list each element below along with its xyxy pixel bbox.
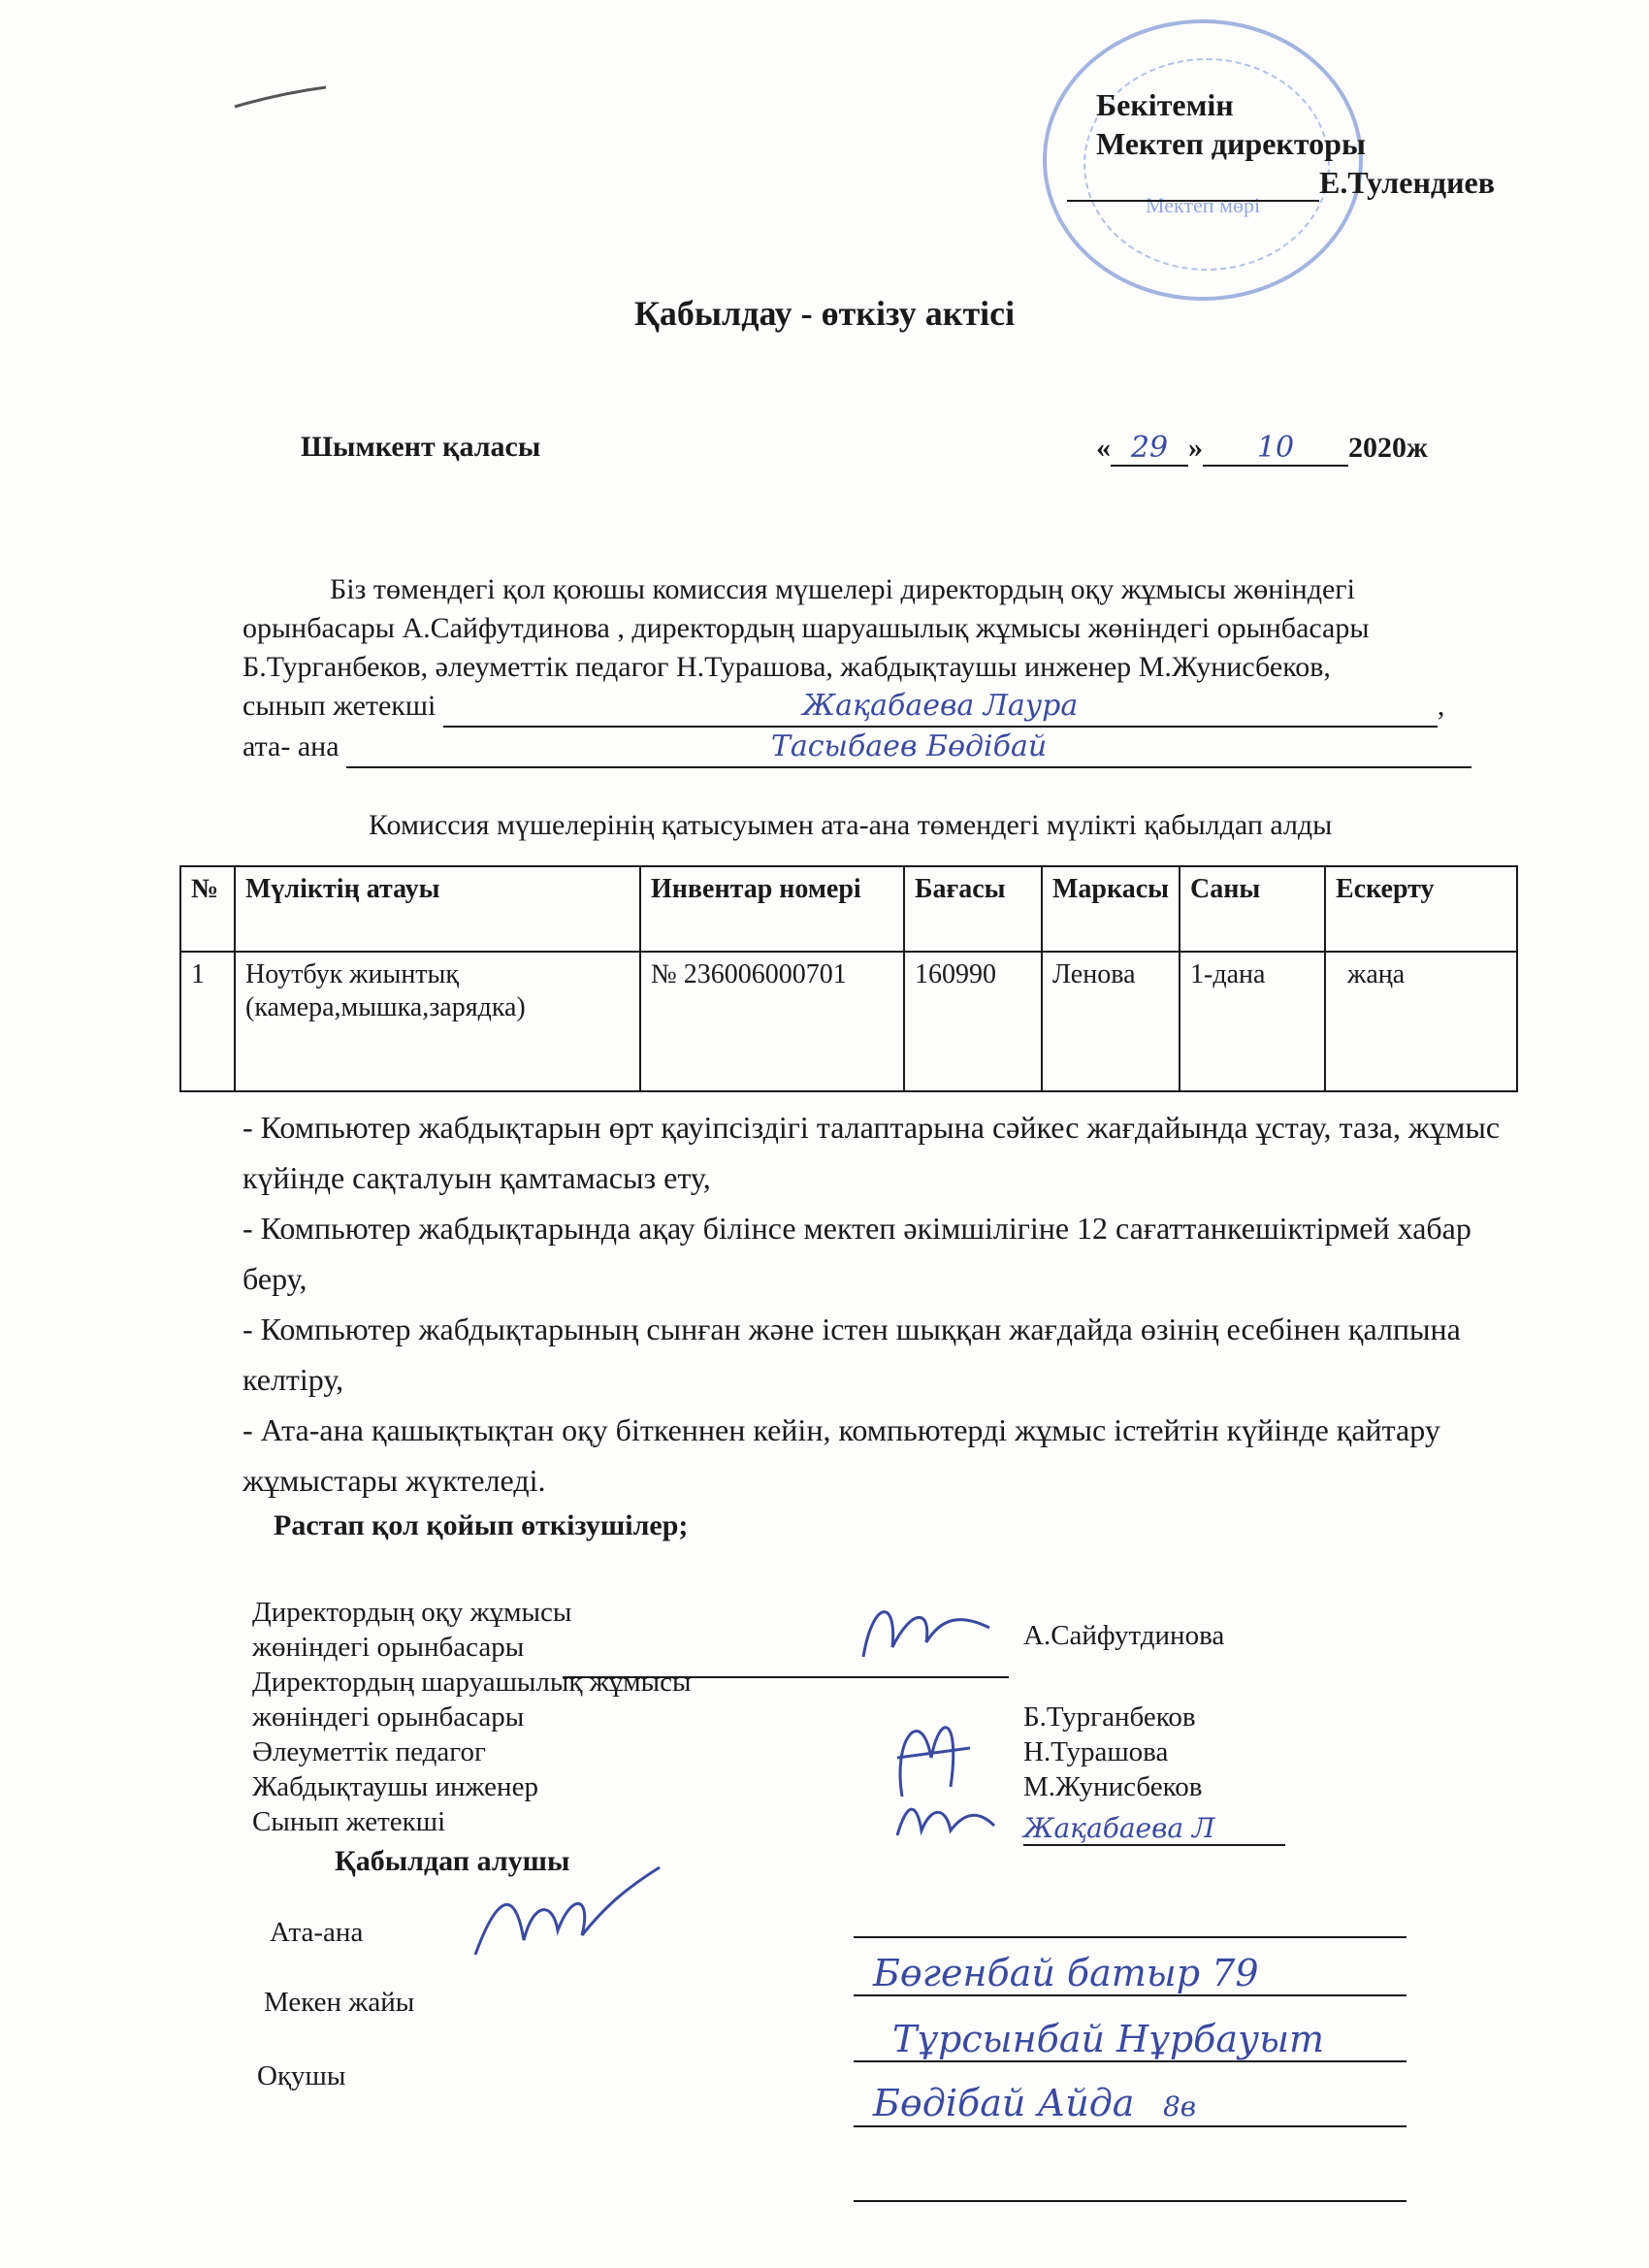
signer-name-4: М.Жунисбеков: [1023, 1771, 1203, 1802]
pupil-grade: 8в: [1162, 2090, 1197, 2122]
col-name-header: Мүліктің атауы: [235, 866, 640, 952]
receiver-title: Қабылдап алушы: [335, 1845, 570, 1877]
row-item-name: Ноутбук жиынтық (камера,мышка,зарядка): [235, 952, 640, 1091]
row-quantity: 1-дана: [1180, 952, 1325, 1091]
row-inventory-number: № 236006000701: [640, 952, 904, 1091]
signer-position: жөніндегі орынбасары: [252, 1701, 525, 1733]
table-row: [180, 952, 1517, 1091]
pen-mark-icon: [233, 83, 330, 113]
receiver-address-label: Мекен жайы: [264, 1987, 415, 2018]
stamp-text: Мектеп мөрі: [1145, 193, 1261, 217]
parent-signature-icon: [466, 1863, 669, 1969]
parent-label: ата- ана: [242, 730, 340, 762]
property-table: [179, 865, 1518, 1092]
date-month: 10: [1203, 431, 1348, 467]
col-brand-header: Маркасы: [1042, 866, 1180, 952]
pupil-name: Бөдібай Айда: [873, 2082, 1135, 2124]
receiver-pupil-label: Оқушы: [257, 2060, 346, 2091]
director-name: Е.Тулендиев: [1319, 165, 1495, 200]
col-inventory-header: Инвентар номері: [640, 866, 904, 952]
obligation-item: - Компьютер жабдықтарында ақау білінсе мектеп әкімшілігіне 12 сағаттанкешіктірмей хабар беру,: [242, 1211, 1471, 1296]
receiver-pupil-line1: Тұрсынбай Нұрбауыт: [854, 2018, 1406, 2062]
signer-position: Сынып жетекші: [252, 1806, 446, 1837]
signer-position: жөніндегі орынбасары: [252, 1632, 525, 1663]
signer-position: Әлеуметтік педагог: [252, 1736, 486, 1767]
row-number: 1: [180, 952, 235, 1091]
receiver-pupil-line2: [854, 2082, 1406, 2127]
col-qty-header: Саны: [1180, 866, 1325, 952]
approval-director-row: [1067, 163, 1495, 202]
signature-scribble-icon: [892, 1797, 999, 1845]
approval-line1: Бекітемін: [1096, 87, 1234, 122]
obligation-item: - Ата-ана қашықтықтан оқу біткеннен кейін, компьютерді жұмыс істейтін күйінде қайтару жұмыстары жүктеледі.: [242, 1412, 1440, 1498]
signer-position: Жабдықтаушы инженер: [252, 1771, 538, 1802]
signature-scribble-icon: [854, 1589, 999, 1676]
parent-value: Тасыбаев Бөдібай: [346, 728, 1471, 768]
receiver-address-value: Бөгенбай батыр 79: [854, 1952, 1406, 1996]
signer-position: Директордың шаруашылық жұмысы: [252, 1667, 692, 1698]
director-signature-line: [1067, 171, 1319, 202]
class-teacher-comma: ,: [1437, 690, 1445, 722]
date-year: 2020ж: [1348, 432, 1428, 464]
intro-line2: орынбасары А.Сайфутдинова , директордың шаруашылық жұмысы жөніндегі орынбасары: [242, 612, 1370, 644]
row-price: 160990: [904, 952, 1042, 1091]
city: Шымкент қаласы: [301, 431, 541, 463]
row-note: жаңа: [1325, 952, 1517, 1091]
act-date: [1096, 431, 1428, 467]
signer-position: Директордың оқу жұмысы: [252, 1597, 572, 1628]
class-teacher-row: [242, 687, 1504, 728]
signer-name-1: А.Сайфутдинова: [1023, 1620, 1225, 1651]
date-day: 29: [1111, 431, 1188, 467]
commission-line: Комиссия мүшелерінің қатысуымен ата-ана төмендегі мүлікті қабылдап алды: [369, 809, 1333, 841]
approval-block: [1096, 85, 1495, 202]
class-teacher-signature: Жақабаева Л: [1023, 1812, 1285, 1846]
col-number-header: №: [180, 866, 235, 952]
obligation-item: - Компьютер жабдықтарын өрт қауіпсіздігі талаптарына сәйкес жағдайында ұстау, таза, жұмыс күйінде сақталуын қамтамасыз ету,: [242, 1110, 1501, 1195]
obligation-item: - Компьютер жабдықтарының сынған және істен шыққан жағдайда өзінің есебінен қалпына келтіру,: [242, 1312, 1461, 1397]
signature-line: [563, 1676, 1009, 1678]
signers-names: [1023, 1700, 1202, 1804]
intro-line3: Б.Турганбеков, әлеуметтік педагог Н.Турашова, жабдықтаушы инженер М.Жунисбеков,: [242, 651, 1331, 683]
signer-name-3: Н.Турашова: [1023, 1736, 1169, 1767]
signer-name-2: Б.Турганбеков: [1023, 1701, 1196, 1733]
row-brand: Ленова: [1042, 952, 1180, 1091]
parent-row: [242, 728, 1504, 768]
date-open-quote: «: [1096, 432, 1111, 464]
parent-signature-line: [854, 1936, 1406, 1938]
confirm-title: Растап қол қойып өткізушілер;: [274, 1509, 689, 1541]
table-header-row: [180, 866, 1517, 952]
date-close-quote: »: [1188, 432, 1203, 464]
intro-line1: Біз төмендегі қол қоюшы комиссия мүшелері директордың оқу жұмысы жөніндегі: [330, 573, 1355, 605]
class-teacher-value: Жақабаева Лаура: [443, 687, 1438, 728]
signers-positions: [252, 1595, 691, 1839]
obligations-list: [242, 1102, 1523, 1506]
receiver-parent-label: Ата-ана: [270, 1917, 364, 1948]
col-price-header: Бағасы: [904, 866, 1042, 952]
intro-paragraph: [242, 570, 1504, 768]
blank-line: [854, 2200, 1406, 2202]
approval-line2: Мектеп директоры: [1096, 126, 1366, 161]
page-title: Қабылдау - өткізу актісі: [633, 294, 1016, 333]
class-teacher-label: сынып жетекші: [242, 690, 436, 722]
col-note-header: Ескерту: [1325, 866, 1517, 952]
